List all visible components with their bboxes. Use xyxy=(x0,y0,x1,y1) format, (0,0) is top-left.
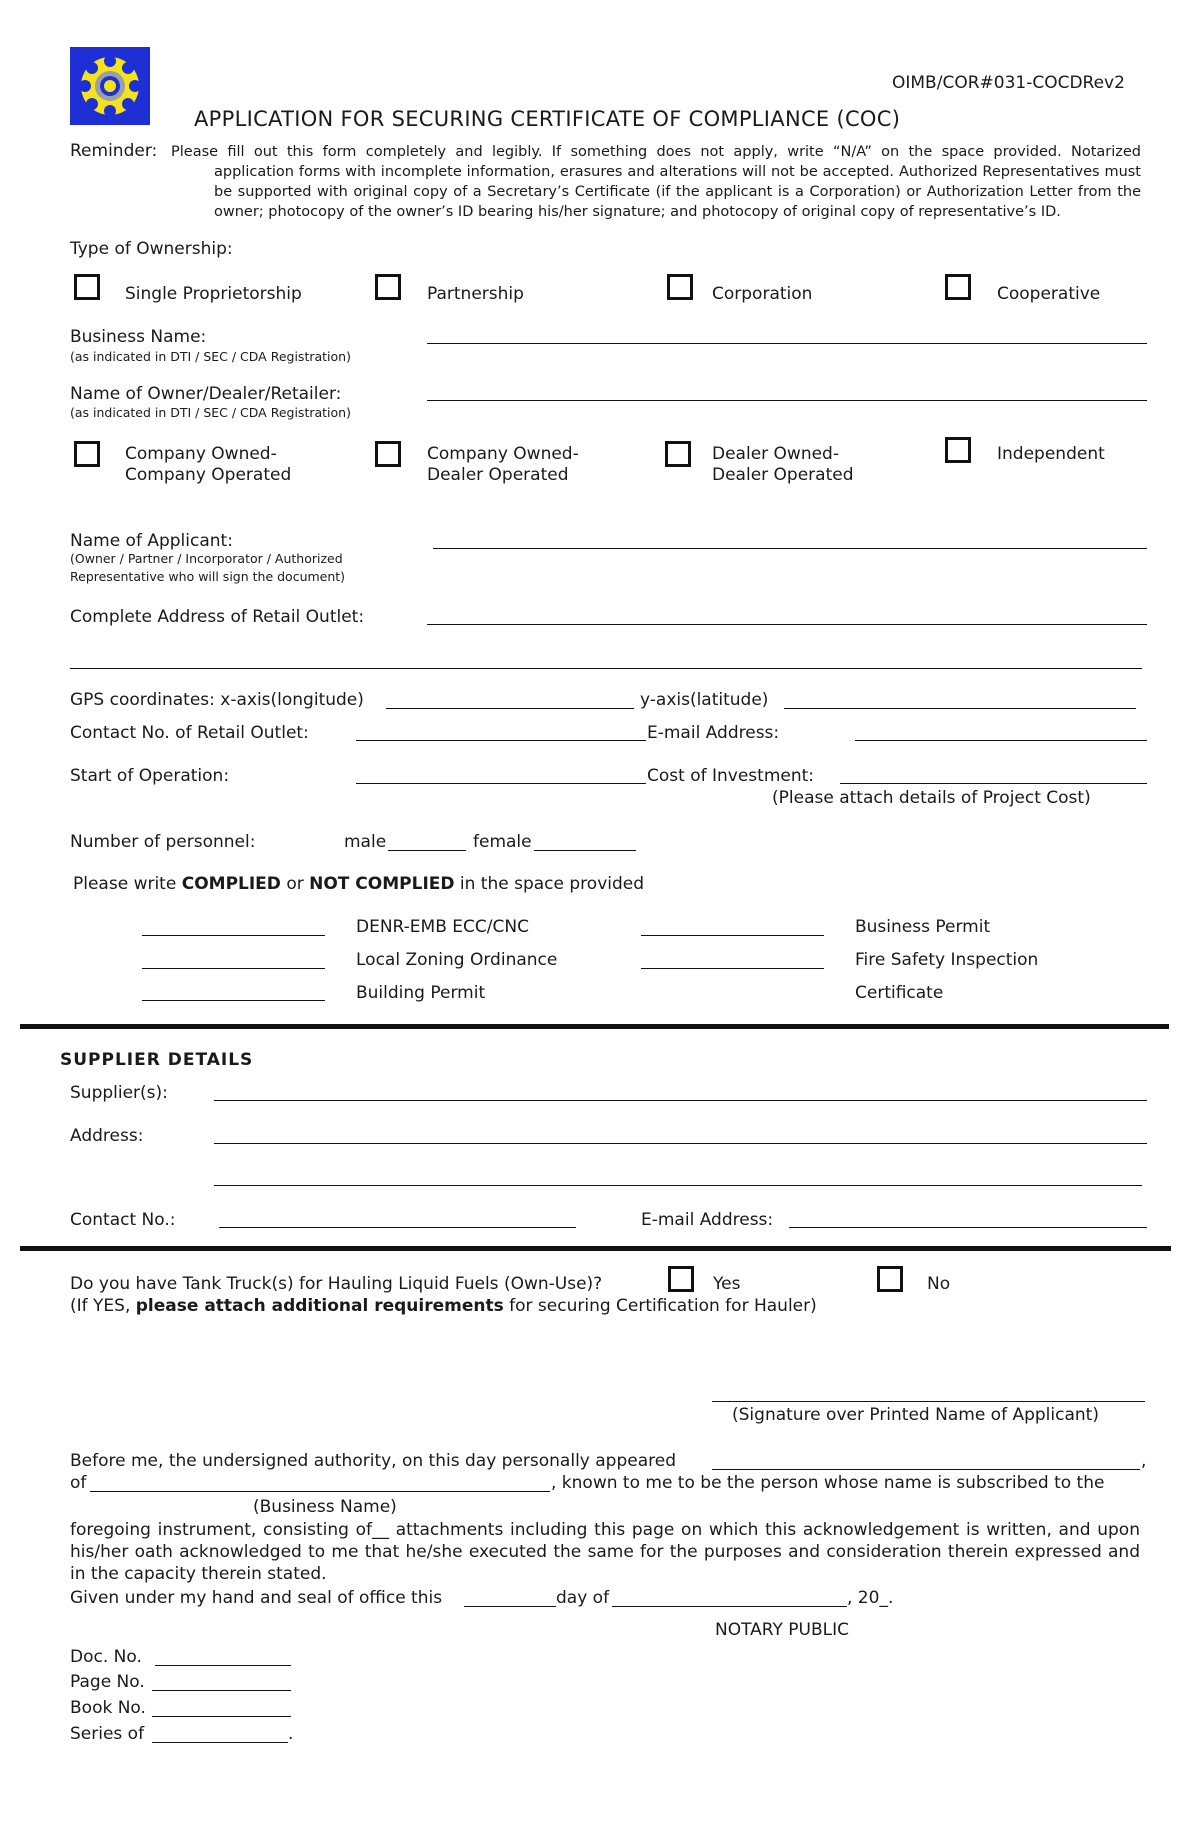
page-no-field[interactable] xyxy=(152,1690,291,1691)
supplier-address-field-1[interactable] xyxy=(214,1143,1147,1144)
complied-post: in the space provided xyxy=(459,874,645,894)
gps-x-field[interactable] xyxy=(386,708,634,709)
zoning-label: Local Zoning Ordinance xyxy=(356,950,558,970)
tank-note-bold: please attach additional requirements xyxy=(135,1296,504,1316)
tank-yes-label: Yes xyxy=(713,1274,741,1294)
given-day-of: day of xyxy=(556,1588,610,1608)
partnership-checkbox[interactable] xyxy=(375,274,401,300)
complied-pre: Please write xyxy=(73,874,177,894)
dodo-checkbox[interactable] xyxy=(665,441,691,467)
building-label: Building Permit xyxy=(356,983,486,1003)
cooperative-label: Cooperative xyxy=(997,284,1101,304)
agency-logo xyxy=(70,47,150,125)
coco-label-2: Company Operated xyxy=(125,465,292,485)
book-no-label: Book No. xyxy=(70,1698,146,1718)
notary-line-1: Before me, the undersigned authority, on this day personally appeared xyxy=(70,1451,676,1471)
start-field[interactable] xyxy=(356,783,646,784)
cooperative-checkbox[interactable] xyxy=(945,274,971,300)
female-label: female xyxy=(473,832,532,852)
complied-word: COMPLIED xyxy=(181,874,281,894)
tank-no-checkbox[interactable] xyxy=(877,1266,903,1292)
tank-question: Do you have Tank Truck(s) for Hauling Liquid Fuels (Own-Use)? xyxy=(70,1274,603,1294)
single-proprietorship-checkbox[interactable] xyxy=(74,274,100,300)
address-field-2[interactable] xyxy=(70,668,1142,669)
email-field[interactable] xyxy=(855,740,1147,741)
notary-known: , known to me to be the person whose name is subscribed to the xyxy=(551,1473,1105,1493)
gps-x-label: GPS coordinates: x-axis(longitude) xyxy=(70,690,364,710)
address-field-1[interactable] xyxy=(427,624,1147,625)
denr-label: DENR-EMB ECC/CNC xyxy=(356,917,529,937)
complied-or: or xyxy=(286,874,304,894)
business-permit-label: Business Permit xyxy=(855,917,991,937)
independent-checkbox[interactable] xyxy=(945,437,971,463)
given-month-field[interactable] xyxy=(612,1606,847,1607)
form-title: APPLICATION FOR SECURING CERTIFICATE OF COMPLIANCE (COC) xyxy=(194,107,901,131)
denr-field[interactable] xyxy=(142,935,325,936)
notary-paragraph: foregoing instrument, consisting of__ attachments including this page on which this acknowledgement is written, and upon his/her oath acknowledged to me that he/she executed the same for the purposes and consideration therein expressed and in the capacity therein stated. xyxy=(70,1520,1140,1584)
applicant-note-1: (Owner / Partner / Incorporator / Authorized xyxy=(70,551,343,566)
codo-checkbox[interactable] xyxy=(375,441,401,467)
section-divider-2 xyxy=(20,1246,1171,1251)
cost-label: Cost of Investment: xyxy=(647,766,815,786)
fire-safety-label: Fire Safety Inspection xyxy=(855,950,1039,970)
signature-caption: (Signature over Printed Name of Applicant) xyxy=(732,1405,1099,1425)
supplier-field[interactable] xyxy=(214,1100,1147,1101)
dodo-label-1: Dealer Owned- xyxy=(712,444,839,464)
dodo-label-2: Dealer Operated xyxy=(712,465,854,485)
start-label: Start of Operation: xyxy=(70,766,230,786)
owner-name-note: (as indicated in DTI / SEC / CDA Registration) xyxy=(70,405,351,420)
tank-note xyxy=(70,1296,817,1316)
sun-seal-icon xyxy=(70,47,150,125)
ownership-label: Type of Ownership: xyxy=(70,239,233,259)
given-year: , 20_. xyxy=(847,1588,894,1608)
corporation-label: Corporation xyxy=(712,284,813,304)
business-permit-field[interactable] xyxy=(641,935,824,936)
gps-y-field[interactable] xyxy=(784,708,1136,709)
coco-checkbox[interactable] xyxy=(74,441,100,467)
supplier-contact-field[interactable] xyxy=(219,1227,576,1228)
series-label: Series of xyxy=(70,1724,145,1744)
contact-field[interactable] xyxy=(356,740,646,741)
given-day-field[interactable] xyxy=(464,1606,556,1607)
reminder-text: application forms with incomplete information, erasures and alterations will not be accepted. Authorized Representatives must be supported with original copy of a Secretary’s Certificate (if the applicant is a Corporation) or Authorization Letter from the owner; photocopy of the owner’s ID bearing his/her signature; and photocopy of original copy of representative’s ID. xyxy=(214,164,1141,220)
zoning-field[interactable] xyxy=(142,968,325,969)
independent-label: Independent xyxy=(997,444,1105,464)
partnership-label: Partnership xyxy=(427,284,524,304)
supplier-label: Supplier(s): xyxy=(70,1083,168,1103)
appeared-name-field[interactable] xyxy=(712,1469,1140,1470)
email-label: E-mail Address: xyxy=(647,723,780,743)
cost-field[interactable] xyxy=(840,783,1147,784)
business-name-caption: (Business Name) xyxy=(253,1497,397,1517)
business-name-label: Business Name: xyxy=(70,327,207,347)
signature-field[interactable] xyxy=(712,1401,1145,1402)
building-field[interactable] xyxy=(142,1000,325,1001)
tank-note-pre: (If YES, xyxy=(70,1296,131,1316)
applicant-field[interactable] xyxy=(433,548,1147,549)
form-code: OIMB/COR#031-COCDRev2 xyxy=(892,73,1125,93)
female-field[interactable] xyxy=(534,850,636,851)
tank-yes-checkbox[interactable] xyxy=(668,1266,694,1292)
coco-label-1: Company Owned- xyxy=(125,444,277,464)
owner-name-field[interactable] xyxy=(427,400,1147,401)
notary-of: of xyxy=(70,1473,87,1493)
fire-safety-field[interactable] xyxy=(641,968,824,969)
not-complied-word: NOT COMPLIED xyxy=(309,874,455,894)
reminder-label: Reminder: xyxy=(70,141,158,161)
section-divider xyxy=(20,1024,1169,1029)
of-business-field[interactable] xyxy=(90,1491,550,1492)
male-label: male xyxy=(344,832,387,852)
doc-no-field[interactable] xyxy=(155,1665,291,1666)
supplier-email-label: E-mail Address: xyxy=(641,1210,774,1230)
tank-note-post: for securing Certification for Hauler) xyxy=(509,1296,817,1316)
male-field[interactable] xyxy=(388,850,466,851)
reminder-line-1: Please fill out this form completely and legibly. If something does not apply, write “N/A” on the space provided. Notarized xyxy=(171,144,1141,160)
codo-label-1: Company Owned- xyxy=(427,444,579,464)
corporation-checkbox[interactable] xyxy=(667,274,693,300)
applicant-label: Name of Applicant: xyxy=(70,531,233,551)
book-no-field[interactable] xyxy=(152,1716,291,1717)
series-field[interactable] xyxy=(152,1742,288,1743)
supplier-address-field-2[interactable] xyxy=(214,1185,1142,1186)
supplier-heading: SUPPLIER DETAILS xyxy=(60,1050,254,1070)
tank-no-label: No xyxy=(927,1274,951,1294)
applicant-note-2: Representative who will sign the document) xyxy=(70,569,346,584)
notary-public: NOTARY PUBLIC xyxy=(715,1620,850,1640)
codo-label-2: Dealer Operated xyxy=(427,465,569,485)
series-end: . xyxy=(288,1724,294,1744)
notary-comma: , xyxy=(1141,1451,1147,1471)
business-name-note: (as indicated in DTI / SEC / CDA Registration) xyxy=(70,349,351,364)
page-no-label: Page No. xyxy=(70,1672,145,1692)
doc-no-label: Doc. No. xyxy=(70,1647,142,1667)
complied-instruction xyxy=(73,874,644,894)
supplier-address-label: Address: xyxy=(70,1126,144,1146)
cost-note: (Please attach details of Project Cost) xyxy=(772,788,1091,808)
personnel-label: Number of personnel: xyxy=(70,832,256,852)
supplier-email-field[interactable] xyxy=(789,1227,1147,1228)
supplier-contact-label: Contact No.: xyxy=(70,1210,176,1230)
business-name-field[interactable] xyxy=(427,343,1147,344)
owner-name-label: Name of Owner/Dealer/Retailer: xyxy=(70,384,342,404)
contact-label: Contact No. of Retail Outlet: xyxy=(70,723,309,743)
address-label: Complete Address of Retail Outlet: xyxy=(70,607,365,627)
certificate-label: Certificate xyxy=(855,983,944,1003)
gps-y-label: y-axis(latitude) xyxy=(640,690,769,710)
given-pre: Given under my hand and seal of office this xyxy=(70,1588,443,1608)
single-proprietorship-label: Single Proprietorship xyxy=(125,284,302,304)
